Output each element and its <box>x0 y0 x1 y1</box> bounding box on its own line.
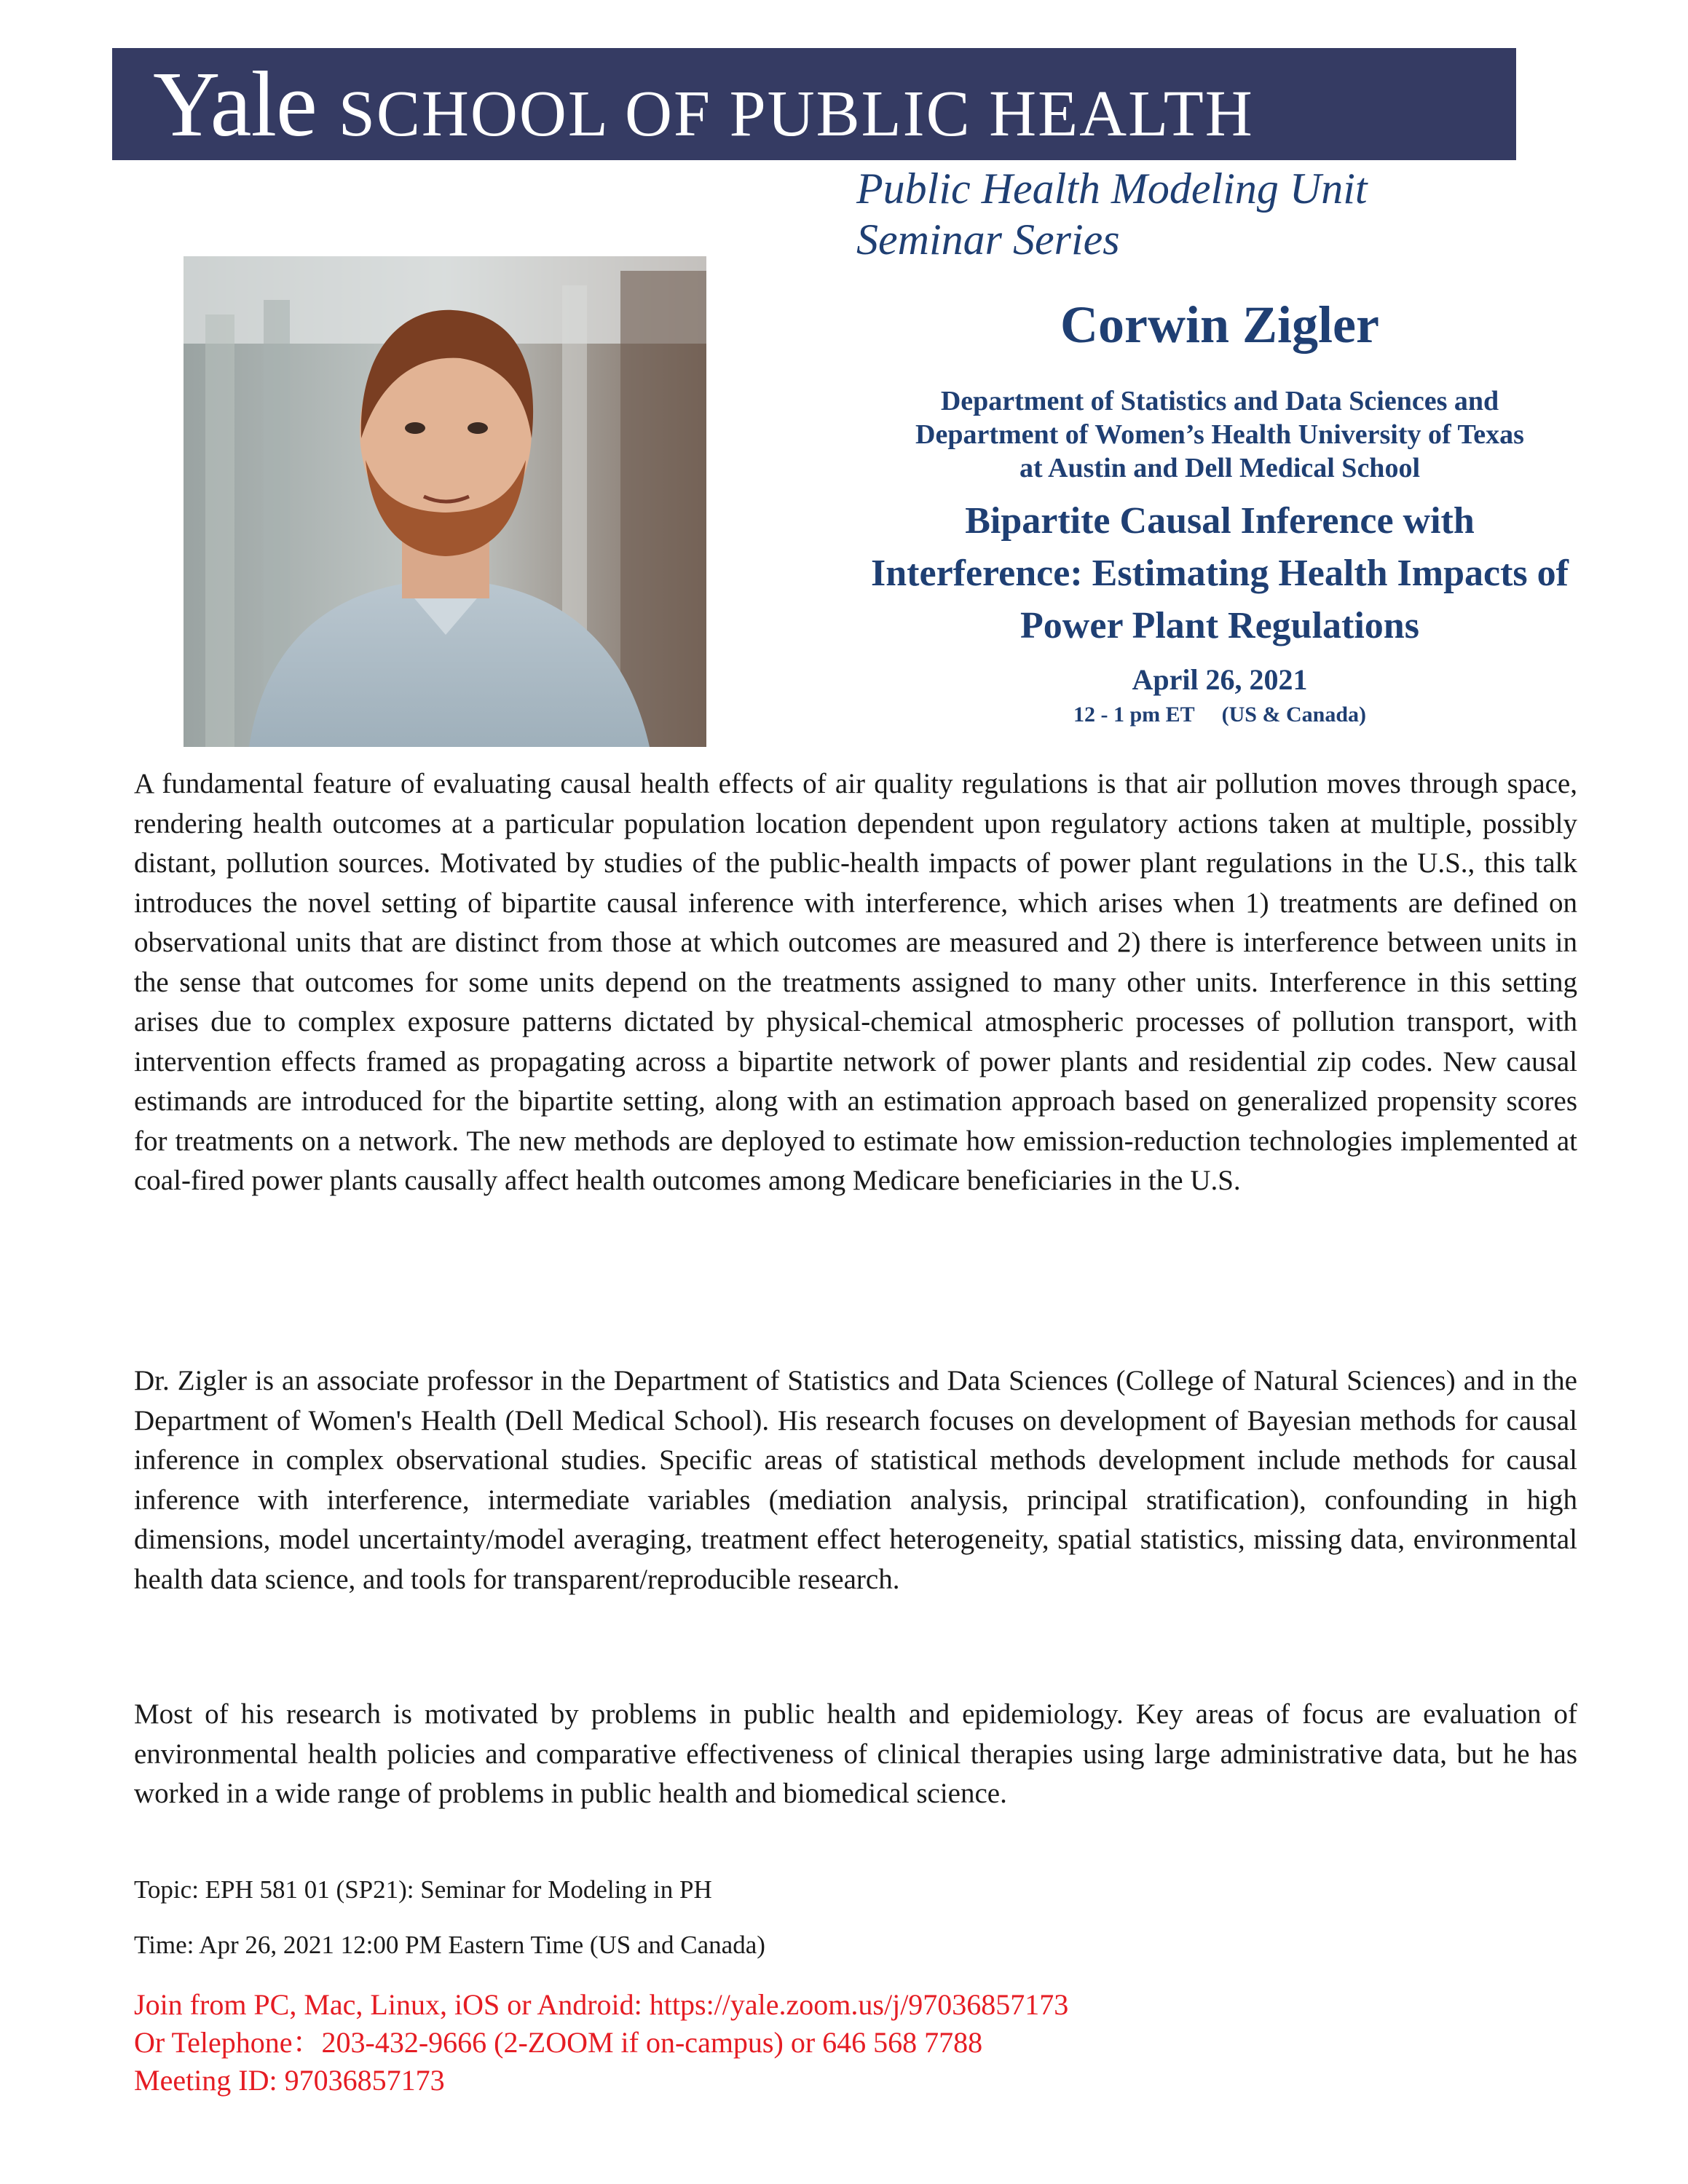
zoom-join-link[interactable]: Join from PC, Mac, Linux, iOS or Android: https://yale.zoom.us/j/97036857173 <box>134 1988 1069 2021</box>
telephone-info: Or Telephone：203-432-9666 (2-ZOOM if on-campus) or 646 568 7788 <box>134 2026 983 2059</box>
meeting-time: Time: Apr 26, 2021 12:00 PM Eastern Time (US and Canada) <box>134 1931 765 1959</box>
speaker-affiliation: Department of Statistics and Data Sciences and Department of Women’s Health University of Texas at Austin and Dell Medical School <box>915 386 1524 483</box>
meeting-id: Meeting ID: 97036857173 <box>134 2064 445 2097</box>
talk-date: April 26, 2021 <box>1132 663 1308 696</box>
research-paragraph: Most of his research is motivated by problems in public health and epidemiology. Key areas of focus are evaluation of environmental health policies and comparative effectiveness of clinical therapies using large administrative data, but he has worked in a wide range of problems in public health and biomedical science. <box>134 1698 1577 1809</box>
logo-yale: Yale <box>153 52 317 156</box>
talk-time: 12 - 1 pm ET (US & Canada) <box>1073 703 1366 727</box>
school-logo <box>153 48 1254 160</box>
abstract-paragraph: A fundamental feature of evaluating causal health effects of air quality regulations is that air pollution moves through space, rendering health outcomes at a particular population location dependent upon regulatory actions taken at multiple, possibly distant, pollution sources. Motivated by studies of the public-health impacts of power plant regulations in the U.S., this talk introduces the novel setting of bipartite causal inference with interference, which arises when 1) treatments are defined on observational units that are distinct from those at which outcomes are measured and 2) there is interference between units in the sense that outcomes for some units depend on the treatments assigned to many other units. Interference in this setting arises due to complex exposure patterns dictated by physical-chemical atmospheric processes of pollution transport, with intervention effects framed as propagating across a bipartite network of power plants and residential zip codes. New causal estimands are introduced for the bipartite setting, along with an estimation approach based on generalized propensity scores for treatments on a network. The new methods are deployed to estimate how emission-reduction technologies implemented at coal-fired power plants causally affect health outcomes among Medicare beneficiaries in the U.S. <box>134 768 1577 1196</box>
talk-title: Bipartite Causal Inference with Interference: Estimating Health Impacts of Power Plant Regulations <box>871 500 1569 646</box>
join-info <box>134 1986 1068 2100</box>
bio-paragraph: Dr. Zigler is an associate professor in the Department of Statistics and Data Sciences (College of Natural Sciences) and in the Department of Women's Health (Dell Medical School). His research focuses on development of Bayesian methods for causal inference in complex observational studies. Specific areas of statistical methods development include methods for causal inference with interference, intermediate variables (mediation analysis, principal stratification), confounding in high dimensions, model uncertainty/model averaging, treatment effect heterogeneity, spatial statistics, missing data, environmental health data science, and tools for transparent/reproducible research. <box>134 1365 1577 1595</box>
series-line-1: Public Health Modeling Unit <box>856 165 1368 213</box>
logo-school-name: SCHOOL OF PUBLIC HEALTH <box>338 78 1254 150</box>
speaker-info <box>757 288 1682 729</box>
header-banner <box>112 48 1516 160</box>
seminar-series-title <box>856 163 1512 265</box>
speaker-name: Corwin Zigler <box>1060 296 1379 354</box>
series-line-2: Seminar Series <box>856 215 1120 264</box>
speaker-photo <box>184 256 706 747</box>
meeting-topic: Topic: EPH 581 01 (SP21): Seminar for Modeling in PH <box>134 1875 712 1904</box>
speaker-portrait-icon <box>184 256 706 747</box>
